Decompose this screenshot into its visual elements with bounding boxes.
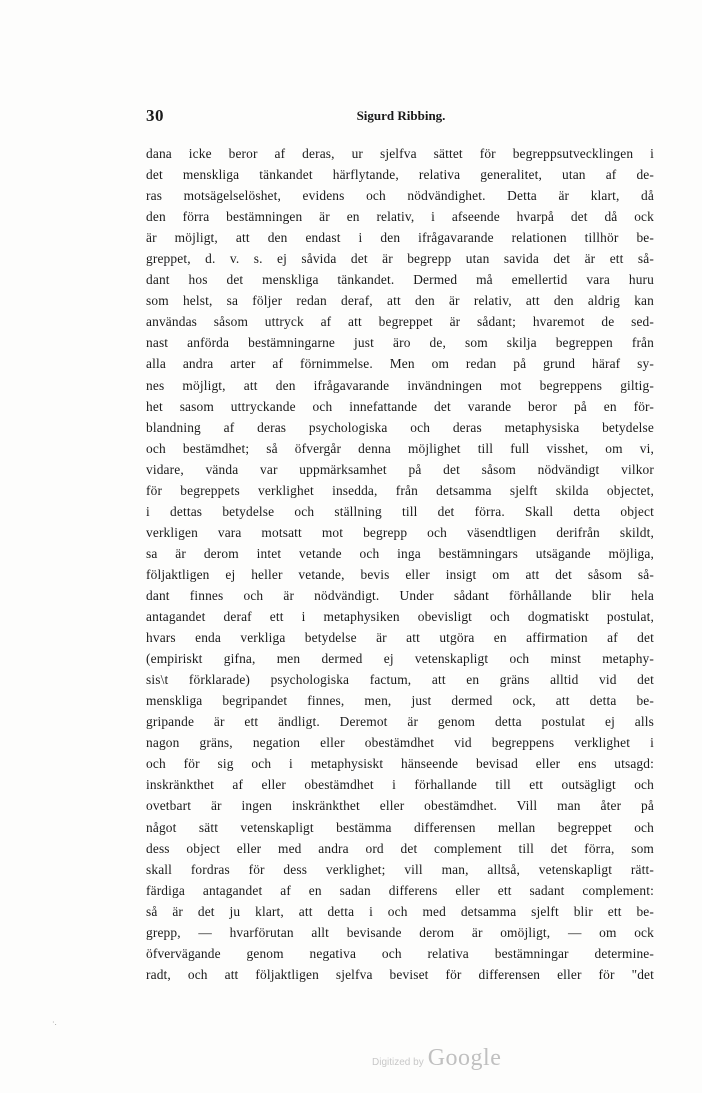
text-line: alla andra arter af förnimmelse. Men om redan på grund häraf sy- — [146, 356, 654, 372]
text-line: är möjligt, att den endast i den ifrågavarande relationen tillhör be- — [146, 230, 654, 246]
scan-speck: ·. — [52, 1018, 57, 1027]
text-line: het sasom uttryckande och innefattande det varande beror på en för- — [146, 398, 654, 414]
text-line: radt, och att följaktligen sjelfva beviset för differensen eller för "det — [146, 966, 654, 982]
watermark-prefix: Digitized by — [372, 1057, 424, 1068]
text-line: skall fordras för dess verklighet; vill man, alltså, vetenskapligt rätt- — [146, 861, 654, 877]
text-line: menskliga begripandet finnes, men, just dermed ock, att detta be- — [146, 693, 654, 709]
text-line: nes möjligt, att den ifrågavarande invändningen mot begreppens giltig- — [146, 377, 654, 393]
text-line: som helst, sa följer redan deraf, att den är relativ, att den aldrig kan — [146, 293, 654, 309]
body-text — [146, 143, 654, 985]
text-line: användas såsom uttryck af att begreppet är sådant; hvaremot de sed- — [146, 314, 654, 330]
text-line: och för sig och i metaphysiskt hänseende bevisad eller ens utsagd: — [146, 756, 654, 772]
text-line: den förra bestämningen är en relativ, i afseende hvarpå det då ock — [146, 209, 654, 225]
running-head: Sigurd Ribbing. — [356, 108, 446, 123]
text-line: dant finnes och är nödvändigt. Under sådant förhållande blir hela — [146, 587, 654, 603]
text-line: öfvervägande genom negativa och relativa bestämningar determine- — [146, 945, 654, 961]
text-line: inskränkthet af eller obestämdhet i förhallande till ett outsägligt och — [146, 777, 654, 793]
text-line: verkligen vara motsatt mot begrepp och väsendtligen derifrån skildt, — [146, 524, 654, 540]
text-line: och bestämdhet; så öfvergår denna möjlighet till full visshet, om vi, — [146, 440, 654, 456]
text-line: ovetbart är ingen inskränkthet eller obestämdhet. Vill man åter på — [146, 798, 654, 814]
text-line: i dettas betydelse och ställning till det förra. Skall detta object — [146, 503, 654, 519]
text-line: så är det ju klart, att detta i och med detsamma sjelft blir ett be- — [146, 903, 654, 919]
text-line: nagon gräns, negation eller obestämdhet vid begreppens verklighet i — [146, 735, 654, 751]
text-line: för begreppets verklighet insedda, från detsamma sjelft skilda objectet, — [146, 482, 654, 498]
text-line: greppet, d. v. s. ej såvida det är begrepp utan savida det är ett så- — [146, 251, 654, 267]
text-line: antagandet deraf ett i metaphysiken obevisligt och dogmatiskt postulat, — [146, 609, 654, 625]
text-line: nast anförda bestämningarne just äro de, som skilja begreppen från — [146, 335, 654, 351]
text-line: grepp, — hvarförutan allt bevisande derom är omöjligt, — om ock — [146, 924, 654, 940]
text-line: dana icke beror af deras, ur sjelfva sättet för begreppsutvecklingen i — [146, 146, 654, 161]
text-line: dess object eller med andra ord det complement till det förra, som — [146, 840, 654, 856]
text-line: vidare, vända var uppmärksamhet på det såsom nödvändigt vilkor — [146, 461, 654, 477]
text-line: följaktligen ej heller vetande, bevis eller insigt om att det såsom så- — [146, 566, 654, 582]
text-line: blandning af deras psychologiska och deras metaphysiska betydelse — [146, 419, 654, 435]
text-line: sa är derom intet vetande och inga bestämningars utsägande möjliga, — [146, 545, 654, 561]
watermark-brand: Google — [427, 1045, 502, 1071]
text-line: sis\t förklarade) psychologiska factum, att en gräns alltid vid det — [146, 672, 654, 688]
text-line: något sätt vetenskapligt bestämma differensen mellan begreppet och — [146, 819, 654, 835]
text-line: gripande är ett ändligt. Deremot är genom detta postulat ej alls — [146, 714, 654, 730]
digitized-watermark — [372, 1045, 501, 1072]
text-line: det menskliga tänkandet härflytande, relativa generalitet, utan af de- — [146, 167, 654, 183]
page-number: 30 — [146, 106, 164, 125]
text-line: ras motsägelselöshet, evidens och nödvändighet. Detta är klart, då — [146, 188, 654, 204]
text-line: färdiga antagandet af en sadan differens eller ett sadant complement: — [146, 882, 654, 898]
text-line: hvars enda verkliga betydelse är att utgöra en affirmation af det — [146, 630, 654, 646]
text-line: dant hos det menskliga tänkandet. Dermed må emellertid vara huru — [146, 272, 654, 288]
text-line: (empiriskt gifna, men dermed ej vetenskapligt och minst metaphy- — [146, 651, 654, 667]
